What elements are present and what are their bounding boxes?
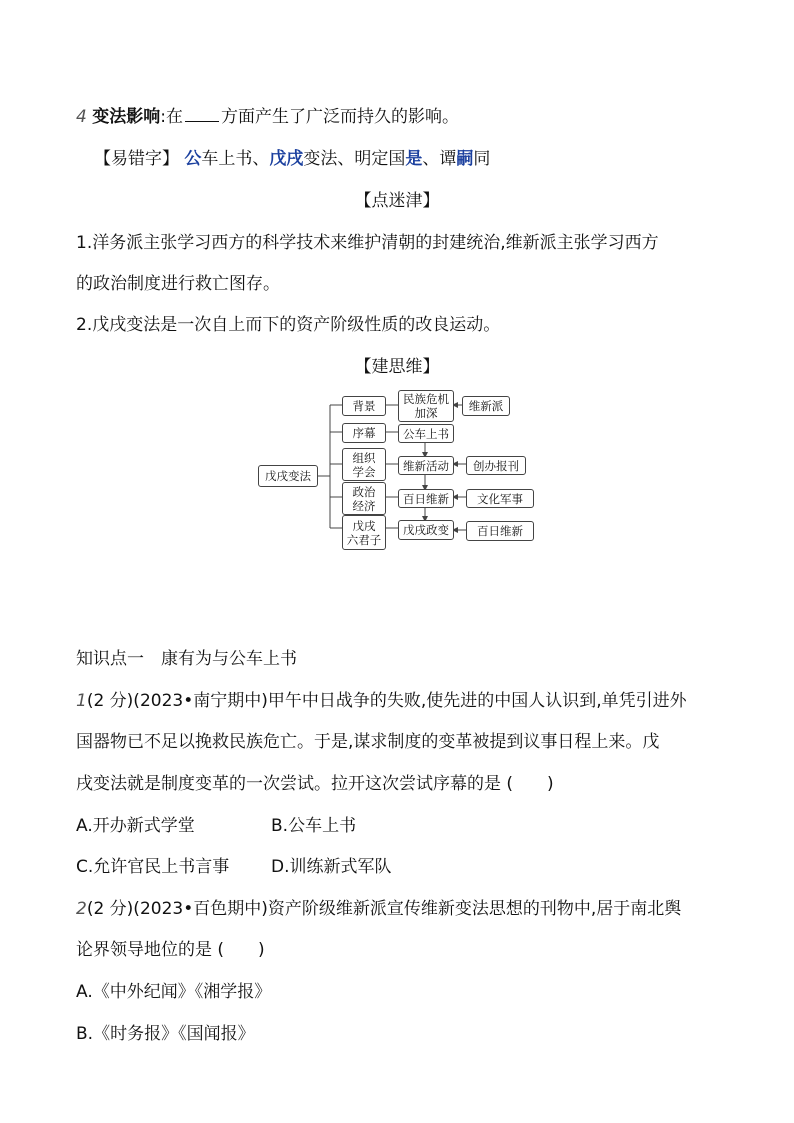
mizhi-title: 【点迷津】: [354, 191, 440, 211]
question-1-option-c[interactable]: C.允许官民上书言事: [76, 857, 230, 877]
mizhi-p1-line2: 的政治制度进行救亡图存。: [76, 274, 280, 294]
typo-line: [94, 148, 490, 170]
diagram-node: 戊戌 六君子: [342, 515, 386, 550]
diagram-node: 公车上书: [398, 424, 454, 443]
question-1-line1: [76, 690, 687, 712]
question-2-option-a[interactable]: A.《中外纪闻》《湘学报》: [76, 982, 272, 1002]
question-2-line2: [76, 939, 265, 961]
diagram-node: 维新活动: [398, 456, 454, 475]
question-1-line3: [76, 773, 554, 795]
diagram-node: 序幕: [342, 423, 386, 443]
section-4-line: [76, 106, 459, 128]
mizhi-p2: 2.戊戌变法是一次自上而下的资产阶级性质的改良运动。: [76, 315, 501, 335]
typo-text: 、谭: [422, 149, 457, 169]
section-text-before: :在: [160, 107, 183, 127]
question-1-option-b[interactable]: B.公车上书: [271, 816, 357, 836]
section-text-after: 方面产生了广泛而持久的影响。: [220, 107, 459, 127]
diagram-node: 民族危机 加深: [398, 390, 454, 422]
typo-highlight: 公: [184, 149, 202, 169]
question-1-line2: 国器物已不足以挽救民族危亡。于是,谋求制度的变革被提到议事日程上来。戊: [76, 732, 660, 752]
typo-label: 【易错字】: [94, 149, 179, 169]
typo-highlight: 戊戌: [269, 149, 304, 169]
mizhi-p1-line1: 1.洋务派主张学习西方的科学技术来维护清朝的封建统治,维新派主张学习西方: [76, 233, 659, 253]
typo-highlight: 嗣: [456, 149, 474, 169]
fill-blank[interactable]: [185, 107, 219, 122]
answer-paren[interactable]: ( ): [506, 774, 554, 794]
answer-paren[interactable]: ( ): [217, 940, 265, 960]
diagram-node: 百日维新: [466, 521, 534, 541]
diagram-node: 维新派: [462, 396, 510, 416]
section-heading: 变法影响: [92, 107, 161, 127]
question-text: 戌变法就是制度变革的一次尝试。拉开这次尝试序幕的是: [76, 774, 501, 794]
diagram-node: 戊戌政变: [398, 520, 454, 540]
question-1-option-d[interactable]: D.训练新式军队: [271, 857, 392, 877]
diagram-node: 百日维新: [398, 489, 454, 508]
question-text: (2 分)(2023•南宁期中)甲午中日战争的失败,使先进的中国人认识到,单凭引进外: [86, 691, 687, 711]
typo-text: 车上书、: [201, 149, 270, 169]
knowledge-point-title: 知识点一 康有为与公车上书: [76, 649, 297, 669]
question-2-line1: [76, 898, 681, 920]
question-text: (2 分)(2023•百色期中)资产阶级维新派宣传维新变法思想的刊物中,居于南北舆: [86, 899, 682, 919]
section-number: 4: [76, 107, 87, 127]
diagram-center-box: 戊戌变法: [258, 465, 318, 487]
diagram-node: 背景: [342, 396, 386, 416]
question-number: 2: [76, 899, 87, 919]
diagram-node: 创办报刊: [466, 456, 526, 475]
diagram-node: 文化军事: [466, 489, 534, 508]
question-number: 1: [76, 691, 87, 711]
question-2-option-b[interactable]: B.《时务报》《国闻报》: [76, 1024, 255, 1044]
diagram-node: 组织 学会: [342, 448, 386, 481]
siwei-title: 【建思维】: [354, 357, 440, 377]
typo-highlight: 是: [405, 149, 423, 169]
typo-text: 同: [473, 149, 491, 169]
typo-text: 变法、明定国: [303, 149, 406, 169]
question-text: 论界领导地位的是: [76, 940, 212, 960]
diagram-node: 政治 经济: [342, 482, 386, 515]
question-1-option-a[interactable]: A.开办新式学堂: [76, 816, 195, 836]
